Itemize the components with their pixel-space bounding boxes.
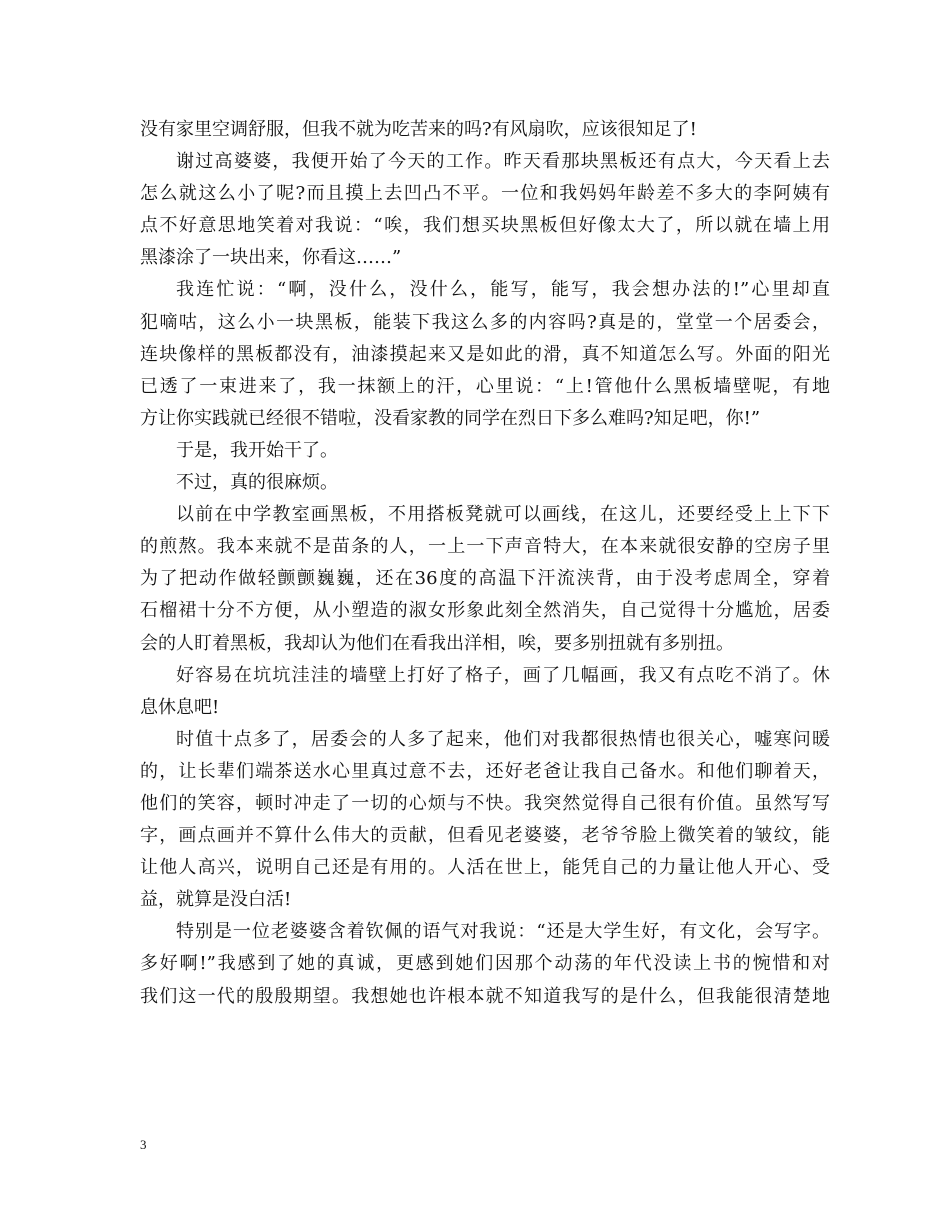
text-line: 谢过高婆婆，我便开始了今天的工作。昨天看那块黑板还有点大，今天看上去	[176, 151, 830, 173]
text-line: 于是，我开始干了。	[176, 439, 338, 461]
text-line: 怎么就这么小了呢?而且摸上去凹凸不平。一位和我妈妈年龄差不多大的李阿姨有	[140, 183, 830, 205]
text-line: 点不好意思地笑着对我说：“唉，我们想买块黑板但好像太大了，所以就在墙上用	[140, 215, 830, 237]
text-line: 连块像样的黑板都没有，油漆摸起来又是如此的滑，真不知道怎么写。外面的阳光	[140, 343, 830, 365]
text-line: 的煎熬。我本来就不是苗条的人，一上一下声音特大，在本来就很安静的空房子里	[140, 536, 830, 558]
text-line: 特别是一位老婆婆含着钦佩的语气对我说：“还是大学生好，有文化，会写字。	[176, 921, 830, 943]
text-line: 的，让长辈们端茶送水心里真过意不去，还好老爸让我自己备水。和他们聊着天，	[140, 760, 830, 782]
text-line: 息休息吧!	[140, 696, 220, 718]
text-line: 石榴裙十分不方便，从小塑造的淑女形象此刻全然消失，自己觉得十分尴尬，居委	[140, 600, 830, 622]
text-line: 好容易在坑坑洼洼的墙壁上打好了格子，画了几幅画，我又有点吃不消了。休	[176, 664, 830, 686]
text-line: 黑漆涂了一块出来，你看这……”	[140, 247, 402, 269]
text-line: 让他人高兴，说明自己还是有用的。人活在世上，能凭自己的力量让他人开心、受	[140, 857, 830, 879]
text-line: 方让你实践就已经很不错啦，没看家教的同学在烈日下多么难吗?知足吧，你!”	[140, 407, 761, 429]
text-line: 会的人盯着黑板，我却认为他们在看我出洋相，唉，要多别扭就有多别扭。	[140, 632, 734, 654]
text-line: 我们这一代的殷殷期望。我想她也许根本就不知道我写的是什么，但我能很清楚地	[140, 985, 830, 1007]
text-line: 没有家里空调舒服，但我不就为吃苦来的吗?有风扇吹，应该很知足了!	[140, 119, 697, 140]
text-line: 我连忙说：“啊，没什么，没什么，能写，能写，我会想办法的!”心里却直	[176, 279, 830, 301]
text-line: 已透了一束进来了，我一抹额上的汗，心里说：“上!管他什么黑板墙壁呢，有地	[140, 375, 830, 397]
text-line: 以前在中学教室画黑板，不用搭板凳就可以画线，在这儿，还要经受上上下下	[176, 504, 830, 526]
page-number: 3	[140, 1137, 147, 1152]
text-line: 时值十点多了，居委会的人多了起来，他们对我都很热情也很关心，嘘寒问暖	[176, 728, 830, 750]
text-line: 益，就算是没白活!	[140, 889, 292, 911]
text-line: 多好啊!”我感到了她的真诚，更感到她们因那个动荡的年代没读上书的惋惜和对	[140, 953, 830, 975]
text-line: 犯嘀咕，这么小一块黑板，能装下我这么多的内容吗?真是的，堂堂一个居委会，	[140, 311, 830, 333]
text-line: 不过，真的很麻烦。	[176, 472, 338, 494]
text-line: 字，画点画并不算什么伟大的贡献，但看见老婆婆，老爷爷脸上微笑着的皱纹，能	[140, 825, 830, 847]
text-line: 为了把动作做轻颤颤巍巍，还在36度的高温下汗流浃背，由于没考虑周全，穿着	[140, 568, 830, 590]
body-text	[140, 114, 830, 1013]
text-line: 他们的笑容，顿时冲走了一切的心烦与不快。我突然觉得自己很有价值。虽然写写	[140, 792, 830, 814]
